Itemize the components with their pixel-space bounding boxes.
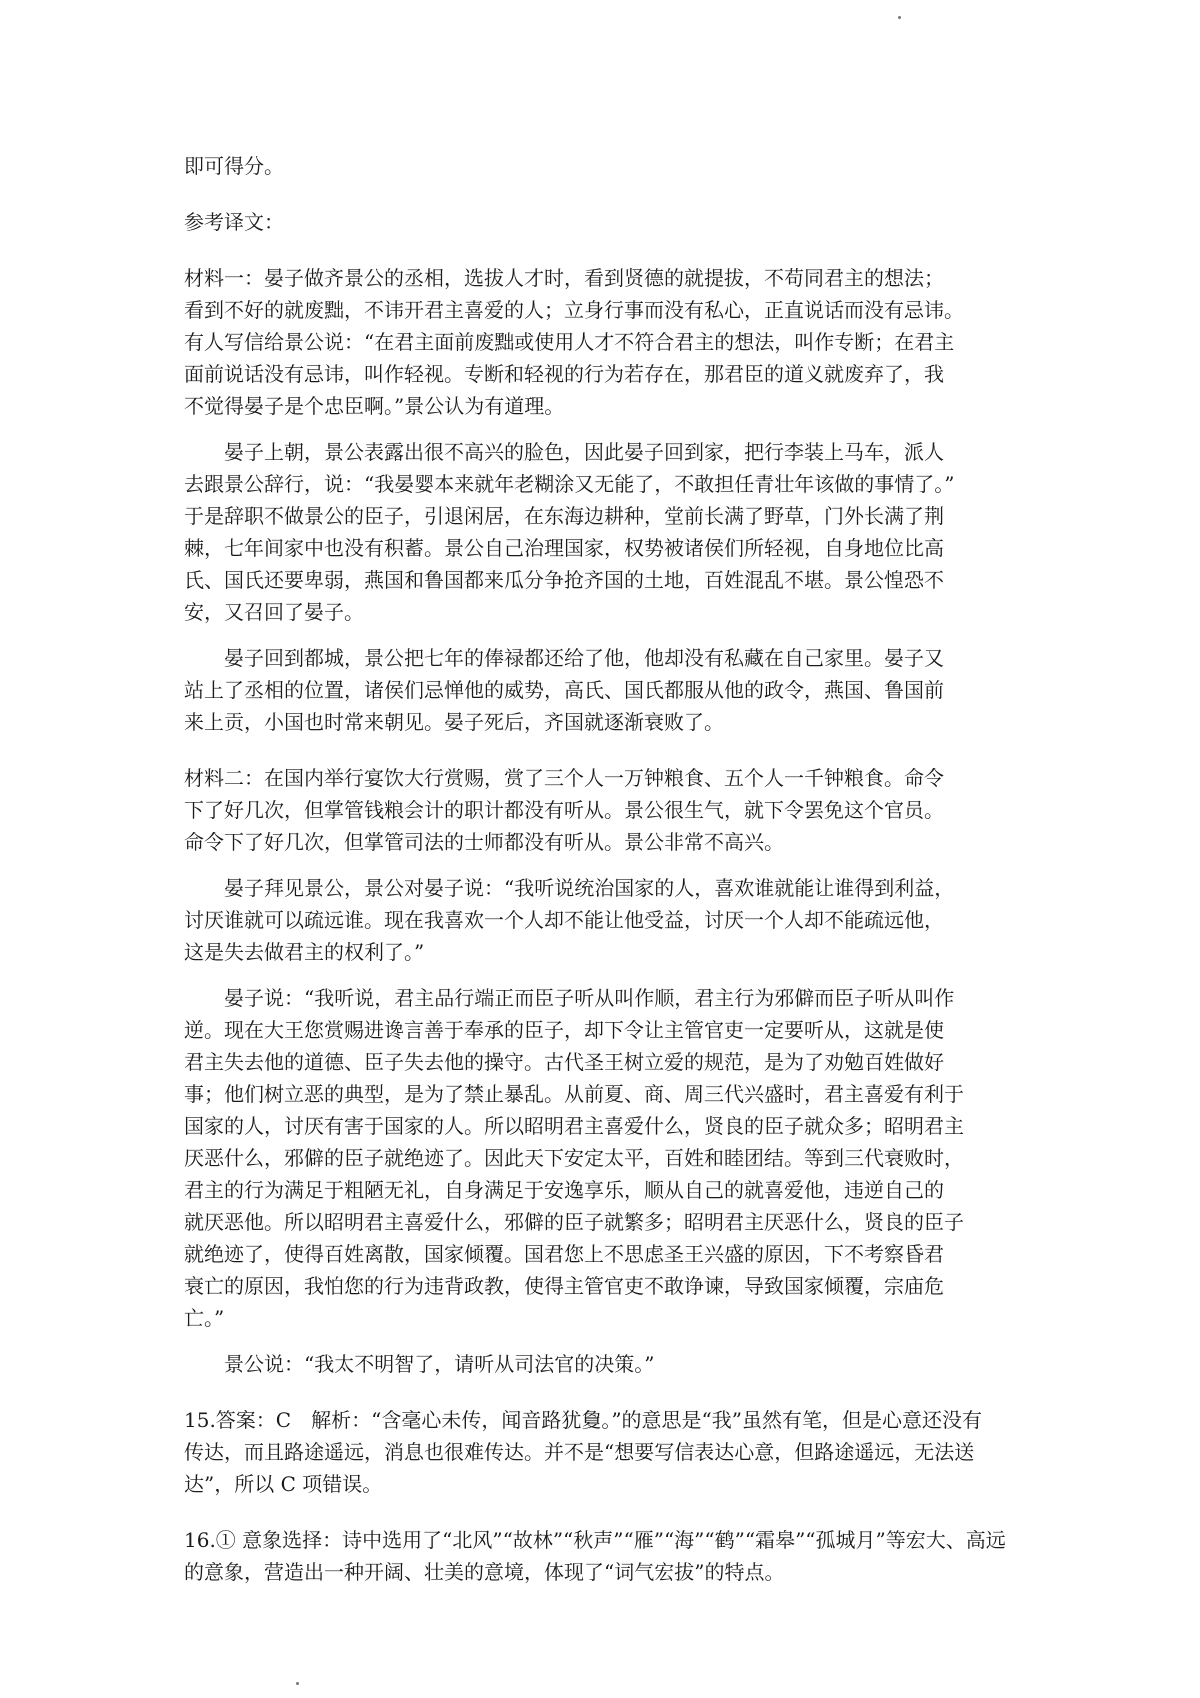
text-line: 亡。” <box>184 1306 225 1330</box>
text-line: 晏子上朝，景公表露出很不高兴的脸色，因此晏子回到家，把行李装上马车，派人 <box>224 440 944 464</box>
text-line: 的意象，营造出一种开阔、壮美的意境，体现了“词气宏拔”的特点。 <box>184 1560 785 1584</box>
material-two-paragraph-2 <box>184 872 1034 968</box>
text-line: 15.答案：C 解析：“含毫心未传，闻音路犹敻。”的意思是“我”虽然有笔，但是心意还没有 <box>184 1408 983 1432</box>
text-line: 来上贡，小国也时常来朝见。晏子死后，齐国就逐渐衰败了。 <box>184 710 724 734</box>
material-one <box>184 262 1034 738</box>
answer-15 <box>184 1404 1034 1500</box>
text-line: 有人写信给景公说：“在君主面前废黜或使用人才不符合君主的想法，叫作专断；在君主 <box>184 330 955 354</box>
text-line: 下了好几次，但掌管钱粮会计的职计都没有听从。景公很生气，就下令罢免这个官员。 <box>184 798 944 822</box>
document-page <box>184 150 1034 1588</box>
text-line: 棘，七年间家中也没有积蓄。景公自己治理国家，权势被诸侯们所轻视，自身地位比高 <box>184 536 944 560</box>
text-line: 安，又召回了晏子。 <box>184 600 364 624</box>
intro-line: 即可得分。 <box>184 154 284 178</box>
text-line: 晏子回到都城，景公把七年的俸禄都还给了他，他却没有私藏在自己家里。晏子又 <box>224 646 944 670</box>
text-line: 衰亡的原因，我怕您的行为违背政教，使得主管官吏不敢诤谏，导致国家倾覆，宗庙危 <box>184 1274 944 1298</box>
text-line: 就绝迹了，使得百姓离散，国家倾覆。国君您上不思虑圣王兴盛的原因，下不考察昏君 <box>184 1242 944 1266</box>
answer-16 <box>184 1524 1034 1588</box>
text-line: 看到不好的就废黜，不讳开君主喜爱的人；立身行事而没有私心，正直说话而没有忌讳。 <box>184 298 964 322</box>
text-line: 国家的人，讨厌有害于国家的人。所以昭明君主喜爱什么，贤良的臣子就众多；昭明君主 <box>184 1114 964 1138</box>
scan-speck-top <box>898 16 901 19</box>
text-line: 于是辞职不做景公的臣子，引退闲居，在东海边耕种，堂前长满了野草，门外长满了荆 <box>184 504 944 528</box>
text-line: 逆。现在大王您赏赐进谗言善于奉承的臣子，却下令让主管官吏一定要听从，这就是使 <box>184 1018 944 1042</box>
text-line: 材料一：晏子做齐景公的丞相，选拔人才时，看到贤德的就提拔，不苟同君主的想法； <box>184 266 944 290</box>
text-line: 君主失去他的道德、臣子失去他的操守。古代圣王树立爱的规范，是为了劝勉百姓做好 <box>184 1050 944 1074</box>
text-line: 晏子拜见景公，景公对晏子说：“我听说统治国家的人，喜欢谁就能让谁得到利益， <box>224 876 955 900</box>
material-two-paragraph-1 <box>184 762 1034 858</box>
text-line: 达”，所以 C 项错误。 <box>184 1472 383 1496</box>
material-one-paragraph-2 <box>184 436 1034 628</box>
text-line: 面前说话没有忌讳，叫作轻视。专断和轻视的行为若存在，那君臣的道义就废弃了，我 <box>184 362 944 386</box>
text-line: 去跟景公辞行，说：“我晏婴本来就年老糊涂又无能了，不敢担任青壮年该做的事情了。” <box>184 472 955 496</box>
text-line: 事；他们树立恶的典型，是为了禁止暴乱。从前夏、商、周三代兴盛时，君主喜爱有利于 <box>184 1082 964 1106</box>
text-line: 不觉得晏子是个忠臣啊。”景公认为有道理。 <box>184 394 565 418</box>
text-line: 讨厌谁就可以疏远谁。现在我喜欢一个人却不能让他受益，讨厌一个人却不能疏远他， <box>184 908 944 932</box>
text-line: 材料二：在国内举行宴饮大行赏赐，赏了三个人一万钟粮食、五个人一千钟粮食。命令 <box>184 766 944 790</box>
text-line: 晏子说：“我听说，君主品行端正而臣子听从叫作顺，君主行为邪僻而臣子听从叫作 <box>224 986 955 1010</box>
text-line: 就厌恶他。所以昭明君主喜爱什么，邪僻的臣子就繁多；昭明君主厌恶什么，贤良的臣子 <box>184 1210 964 1234</box>
text-line: 站上了丞相的位置，诸侯们忌惮他的威势，高氏、国氏都服从他的政令，燕国、鲁国前 <box>184 678 944 702</box>
scan-speck-bottom <box>296 1682 299 1685</box>
text-line: 这是失去做君主的权利了。” <box>184 940 425 964</box>
text-line: 传达，而且路途遥远，消息也很难传达。并不是“想要写信表达心意，但路途遥远，无法送 <box>184 1440 975 1464</box>
text-line: 景公说：“我太不明智了，请听从司法官的决策。” <box>224 1352 655 1376</box>
text-line: 君主的行为满足于粗陋无礼，自身满足于安逸享乐，顺从自己的就喜爱他，违逆自己的 <box>184 1178 944 1202</box>
text-line: 命令下了好几次，但掌管司法的士师都没有听从。景公非常不高兴。 <box>184 830 784 854</box>
text-line: 氏、国氏还要卑弱，燕国和鲁国都来瓜分争抢齐国的土地，百姓混乱不堪。景公惶恐不 <box>184 568 944 592</box>
text-line: 厌恶什么，邪僻的臣子就绝迹了。因此天下安定太平，百姓和睦团结。等到三代衰败时， <box>184 1146 964 1170</box>
material-one-paragraph-3 <box>184 642 1034 738</box>
section-heading: 参考译文： <box>184 210 284 234</box>
material-two-paragraph-4 <box>184 1348 1034 1380</box>
material-two-paragraph-3 <box>184 982 1034 1334</box>
material-one-paragraph-1 <box>184 262 1034 422</box>
material-two <box>184 762 1034 1380</box>
text-line: 16.① 意象选择：诗中选用了“北风”“故林”“秋声”“雁”“海”“鹤”“霜皋”“孤城月”等宏大、高远 <box>184 1528 1006 1552</box>
